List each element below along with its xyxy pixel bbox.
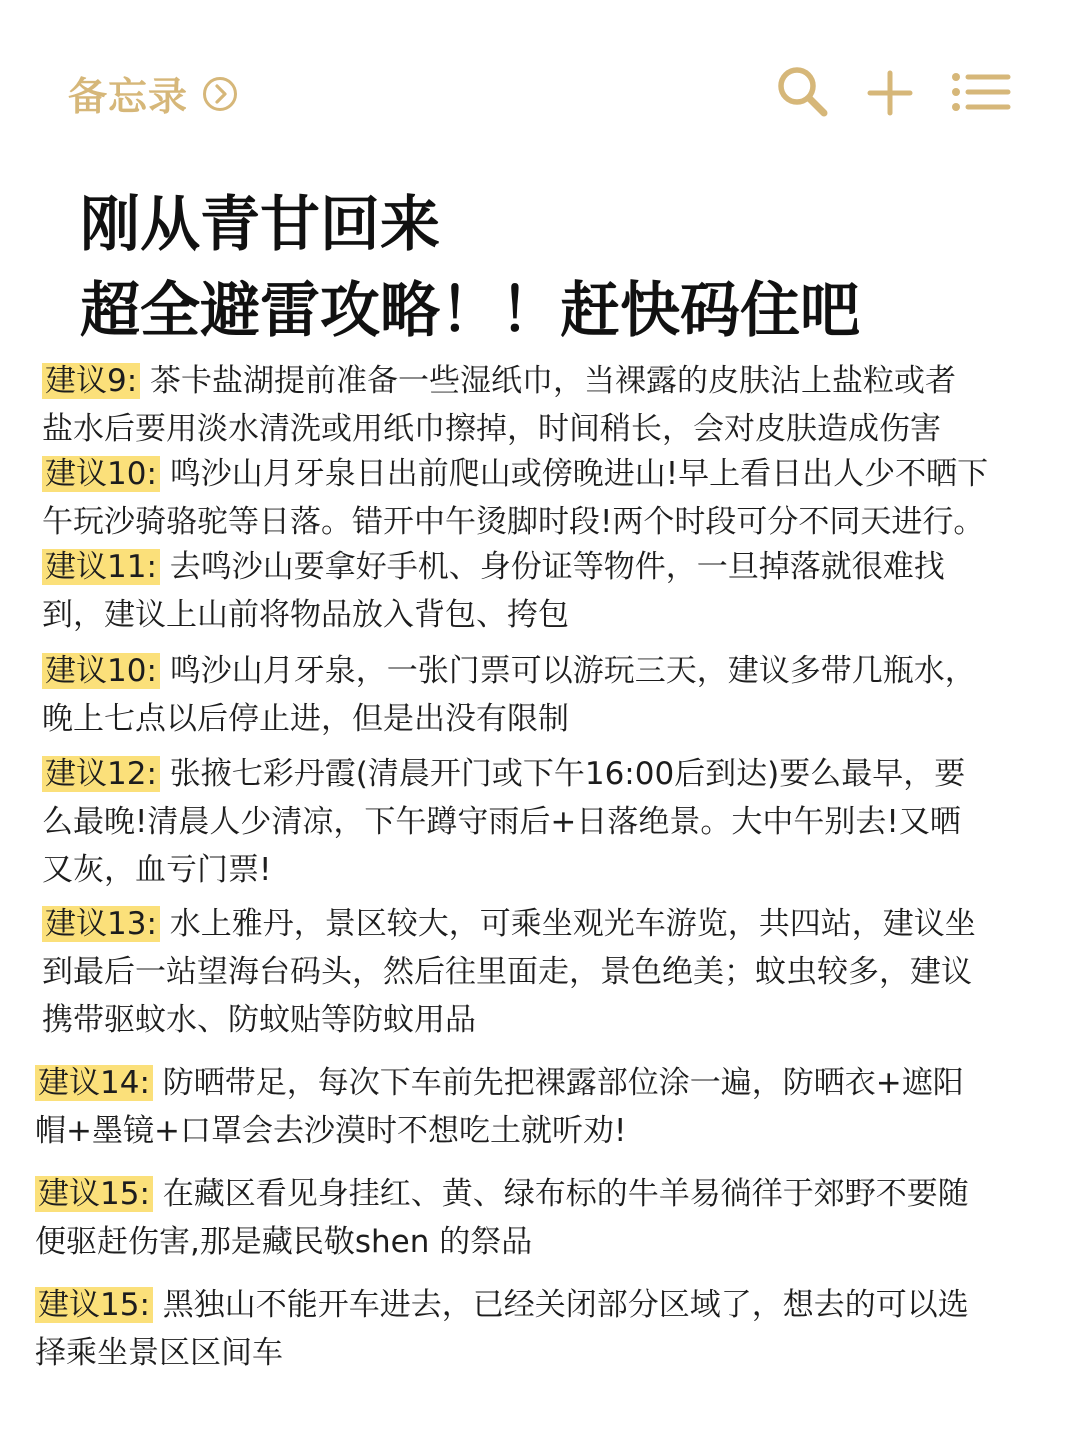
tip-text: 水上雅丹，景区较大，可乘坐观光车游览，共四站，建议坐 — [169, 906, 976, 942]
note-title-line-2: 超全避雷攻略！！赶快码住吧 — [80, 276, 860, 346]
tip-tag: 建议11: — [42, 549, 160, 585]
tip-line: 择乘坐景区区间车 — [35, 1335, 283, 1371]
tip-line — [42, 450, 1080, 498]
tip-line: 到最后一站望海台码头，然后往里面走，景色绝美；蚊虫较多，建议 — [42, 954, 972, 990]
tip-tag: 建议9: — [42, 363, 140, 399]
back-label: 备忘录 — [68, 75, 189, 120]
tip-text: 鸣沙山月牙泉日出前爬山或傍晚进山!早上看日出人少不晒下 — [169, 456, 989, 492]
tip-text: 茶卡盐湖提前准备一些湿纸巾，当裸露的皮肤沾上盐粒或者 — [150, 363, 957, 399]
tip-line — [42, 750, 1080, 798]
tip-line — [42, 543, 1080, 591]
tip-tag: 建议10: — [42, 456, 160, 492]
tip-line — [42, 900, 1080, 948]
tip-line: 便驱赶伤害,那是藏民敬shen 的祭品 — [35, 1224, 533, 1260]
tip-tag: 建议14: — [35, 1065, 153, 1101]
tip-item — [35, 1170, 1080, 1266]
tip-item — [42, 357, 1080, 453]
tip-line: 帽+墨镜+口罩会去沙漠时不想吃土就听劝! — [35, 1113, 627, 1149]
tip-line — [35, 1059, 1080, 1107]
tip-line: 么最晚!清晨人少清凉，下午蹲守雨后+日落绝景。大中午别去!又晒 — [42, 804, 961, 840]
tip-text: 去鸣沙山要拿好手机、身份证等物件，一旦掉落就很难找 — [169, 549, 945, 585]
tip-line — [35, 1281, 1080, 1329]
tip-line: 又灰，血亏门票! — [42, 852, 272, 888]
tip-text: 防晒带足，每次下车前先把裸露部位涂一遍，防晒衣+遮阳 — [162, 1065, 964, 1101]
tip-item — [35, 1281, 1080, 1377]
tip-tag: 建议15: — [35, 1287, 153, 1323]
tip-item — [42, 647, 1080, 743]
tip-line: 携带驱蚊水、防蚊贴等防蚊用品 — [42, 1002, 476, 1038]
tip-text: 黑独山不能开车进去，已经关闭部分区域了，想去的可以选 — [162, 1287, 969, 1323]
tip-item — [35, 1059, 1080, 1155]
tip-line: 晚上七点以后停止进，但是出没有限制 — [42, 701, 569, 737]
tip-tag: 建议12: — [42, 756, 160, 792]
tip-tag: 建议13: — [42, 906, 160, 942]
tip-text: 鸣沙山月牙泉，一张门票可以游玩三天，建议多带几瓶水， — [169, 653, 976, 689]
note-title-line-1: 刚从青甘回来 — [80, 190, 440, 260]
tip-item — [42, 750, 1080, 894]
tip-line: 盐水后要用淡水清洗或用纸巾擦掉，时间稍长，会对皮肤造成伤害 — [42, 411, 941, 447]
tip-line — [42, 357, 1080, 405]
tip-item — [42, 450, 1080, 546]
tip-line — [42, 647, 1080, 695]
tip-text: 张掖七彩丹霞(清晨开门或下午16:00后到达)要么最早，要 — [169, 756, 966, 792]
tip-line — [35, 1170, 1080, 1218]
tip-tag: 建议15: — [35, 1176, 153, 1212]
tip-item — [42, 900, 1080, 1044]
tip-tag: 建议10: — [42, 653, 160, 689]
tip-item — [42, 543, 1080, 639]
tip-line: 午玩沙骑骆驼等日落。错开中午烫脚时段!两个时段可分不同天进行。 — [42, 504, 985, 540]
tip-line: 到，建议上山前将物品放入背包、挎包 — [42, 597, 569, 633]
tip-text: 在藏区看见身挂红、黄、绿布标的牛羊易徜徉于郊野不要随 — [162, 1176, 969, 1212]
